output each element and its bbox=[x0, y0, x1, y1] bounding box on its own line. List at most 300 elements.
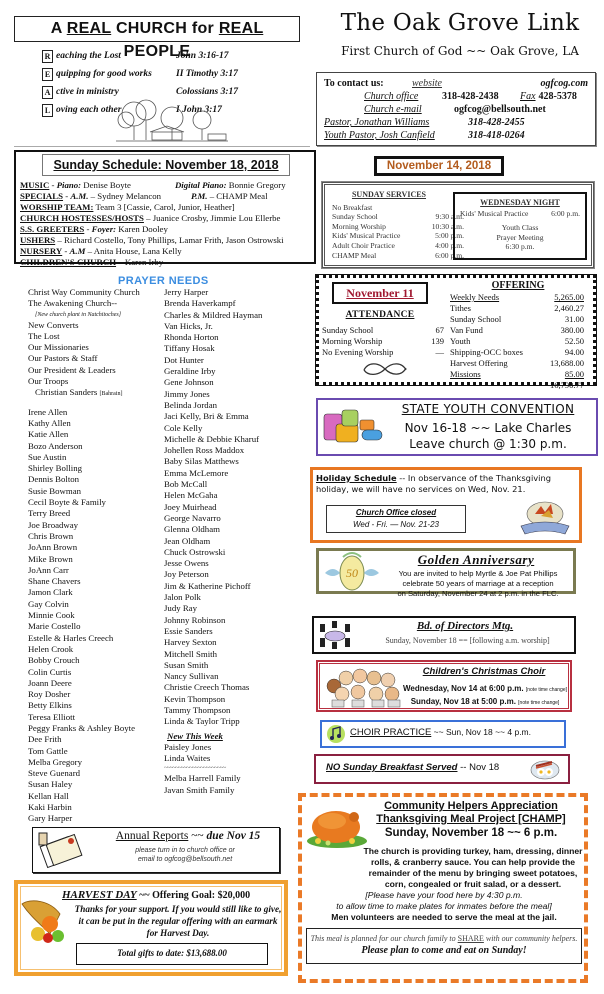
prayer-name: Michelle & Debbie Kharuf bbox=[164, 433, 260, 444]
luggage-clipart-icon bbox=[322, 406, 384, 448]
prayer-name: Bobby Crouch bbox=[28, 655, 80, 666]
wednesday-kids-row bbox=[455, 209, 585, 219]
sunday-services-heading: SUNDAY SERVICES bbox=[351, 190, 427, 199]
prayer-name: Kathy Allen bbox=[28, 417, 71, 428]
prayer-name: Joann Deere bbox=[28, 677, 72, 688]
prayer-name: Kevin Thompson bbox=[164, 693, 226, 704]
report-date: November 11 bbox=[332, 282, 428, 304]
offering-value: 13,688.00 bbox=[550, 358, 584, 368]
childrens-choir-title: Children's Christmas Choir bbox=[422, 666, 546, 677]
prayer-name: Gene Johnson bbox=[164, 377, 214, 388]
label: Piano: bbox=[56, 180, 82, 190]
prayer-name: Tammy Thompson bbox=[164, 704, 231, 715]
prayer-name: Linda Waites bbox=[164, 753, 211, 764]
attendance-row bbox=[322, 347, 444, 358]
choir-practice-title: CHOIR PRACTICE bbox=[350, 727, 432, 738]
service-time: 6:00 p.m. bbox=[551, 208, 580, 218]
acronym-letter: A bbox=[42, 86, 53, 99]
prayer-name: Christie Creech Thomas bbox=[164, 682, 250, 693]
offering-row bbox=[450, 325, 584, 336]
body-line: You are invited to help Myrtle & Joe Pat Phillips bbox=[398, 569, 558, 578]
happy-thanksgiving-badge-icon bbox=[519, 500, 571, 538]
champ-share-box bbox=[306, 928, 582, 964]
champ-date-time: Sunday, November 18 ~~ 6 p.m. bbox=[384, 827, 558, 839]
value: – Richard Costello, Tony Phillips, Lamar Frith, Jason Ostrowski bbox=[57, 235, 284, 245]
svg-text:50: 50 bbox=[346, 566, 358, 580]
tilde-divider: ~~~~~~~~~~~~~~~~~~~~~~ bbox=[164, 764, 226, 773]
prayer-name: Joe Broadway bbox=[28, 519, 79, 530]
scripture-ref: I John 3:17 bbox=[176, 105, 222, 115]
prayer-name: Betty Elkins bbox=[28, 700, 72, 711]
schedule-worship-team bbox=[20, 202, 316, 213]
troop-item bbox=[28, 387, 163, 400]
prayer-name: Jimmy Jones bbox=[164, 388, 210, 399]
offering-row bbox=[450, 369, 584, 380]
prayer-item: New Converts bbox=[28, 319, 79, 330]
fax-label: Fax bbox=[520, 91, 536, 102]
schedule-greeters: S.S. GREETERS - Foyer: Karen Dooley bbox=[20, 224, 168, 234]
prayer-needs-heading: PRAYER NEEDS bbox=[118, 275, 209, 287]
offering-row bbox=[450, 314, 584, 325]
share-cta: Please plan to come and eat on Sunday! bbox=[361, 945, 527, 956]
meeting-table-icon bbox=[318, 620, 352, 650]
prayer-name: Katie Allen bbox=[28, 429, 69, 440]
service-name: Sunday School bbox=[332, 212, 378, 222]
attendance-row bbox=[322, 336, 444, 347]
holiday-schedule-text bbox=[316, 473, 578, 495]
schedule-nursery: NURSERY - A.M – Anita House, Lana Kelly bbox=[20, 246, 182, 256]
prayer-name: Jerry Harper bbox=[164, 287, 209, 297]
wednesday-heading: WEDNESDAY NIGHT bbox=[480, 198, 560, 207]
title: Annual Reports bbox=[115, 830, 189, 842]
prayer-name: Geraldine Irby bbox=[164, 366, 216, 377]
contact-box bbox=[316, 72, 596, 146]
value: Bonnie Gregory bbox=[228, 180, 286, 190]
service-time: 9:30 a.m. bbox=[435, 212, 464, 222]
prayer-name: Gay Colvin bbox=[28, 598, 69, 609]
prayer-name: Tiffany Hosak bbox=[164, 343, 215, 354]
office-phone: 318-428-2438 bbox=[442, 91, 499, 102]
schedule-hostesses bbox=[20, 213, 316, 224]
champ-title bbox=[360, 800, 582, 826]
share-text: This meal is planned for our church family to bbox=[310, 934, 458, 943]
choir-practice-text bbox=[350, 727, 562, 738]
youth-class: Youth Class bbox=[501, 223, 539, 233]
prayer-name: Gary Harper bbox=[28, 813, 73, 824]
service-name: Kids' Musical Practice bbox=[460, 208, 529, 218]
prayer-name: Kaki Harbin bbox=[28, 802, 72, 813]
prayer-name: Rhonda Horton bbox=[164, 332, 219, 343]
annual-reports-title bbox=[98, 830, 278, 842]
prayer-item: Christ Way Community Church bbox=[28, 287, 140, 297]
offering-goal: Offering Goal: $20,000 bbox=[152, 890, 251, 901]
champ-food-note: [Please have your food here by 4:30 p.m. bbox=[365, 890, 523, 900]
offering-value: 5,265.00 bbox=[554, 292, 584, 302]
prayer-name: Dennis Bolton bbox=[28, 474, 80, 485]
prayer-name: Van Hicks, Jr. bbox=[164, 320, 213, 331]
harvest-total: Total gifts to date: $13,688.00 bbox=[76, 943, 268, 965]
service-name: Kids' Musical Practice bbox=[332, 231, 401, 241]
prayer-name: Susan Haley bbox=[28, 779, 73, 790]
scripture-ref: II Timothy 3:17 bbox=[176, 69, 238, 79]
prayer-name: Cole Kelly bbox=[164, 422, 203, 433]
prayer-name: Bozo Anderson bbox=[28, 440, 83, 451]
offering-total: 16,790.77 bbox=[550, 380, 584, 390]
separator: ~~ bbox=[139, 890, 150, 901]
choir-practice-details: ~~ Sun, Nov 18 ~~ 4 p.m. bbox=[431, 727, 531, 737]
sunday-schedule-title-text: Sunday Schedule: November 18, 2018 bbox=[53, 158, 279, 172]
youth-pastor-label: Youth Pastor, Josh Canfield bbox=[324, 130, 435, 141]
holiday-title: Holiday Schedule bbox=[316, 473, 397, 483]
service-row bbox=[332, 212, 464, 222]
offering-value: 2,460.27 bbox=[554, 303, 584, 313]
prayer-name: Estelle & Harles Creech bbox=[28, 632, 114, 643]
prayer-name: Irene Allen bbox=[28, 406, 68, 417]
prayer-note: [New church plant in Natchitoches] bbox=[35, 311, 122, 318]
attendance-name: Morning Worship bbox=[322, 336, 383, 346]
label: Digital Piano: bbox=[174, 180, 227, 190]
prayer-name: Shane Chavers bbox=[28, 576, 81, 587]
prayer-name: Helen Crook bbox=[28, 643, 74, 654]
service-time: 5:00 p.m. bbox=[435, 231, 464, 241]
newsletter-subtitle: First Church of God ~~ Oak Grove, LA bbox=[341, 44, 579, 58]
prayer-name: Jesse Owens bbox=[164, 558, 209, 569]
choir-time-row bbox=[400, 696, 570, 709]
acronym-phrase: oving each other bbox=[56, 105, 122, 115]
offering-total-row bbox=[450, 380, 584, 391]
website-label: website bbox=[412, 78, 442, 89]
value: – Anita House, Lana Kelly bbox=[87, 246, 182, 256]
board-meeting-title: Bd. of Directors Mtg. bbox=[416, 620, 514, 632]
prayer-name: George Navarro bbox=[164, 512, 221, 523]
value: – Juanice Crosby, Jimmie Lou Ellerbe bbox=[146, 213, 281, 223]
prayer-item: Our President & Leaders bbox=[28, 364, 116, 375]
board-meeting-details: Sunday, November 18 == [following a.m. worship] bbox=[385, 636, 550, 645]
acronym-letter: L bbox=[42, 104, 53, 117]
service-row bbox=[332, 241, 464, 251]
detail-line: email to ogfcog@bellsouth.net bbox=[137, 856, 233, 863]
prayer-name: Mike Brown bbox=[28, 553, 73, 564]
prayer-name: Cecil Boyte & Family bbox=[28, 497, 106, 508]
website-link[interactable]: ogfcog.com bbox=[540, 78, 588, 89]
office-closed-title: Church Office closed bbox=[355, 508, 437, 517]
wednesday-night-box bbox=[453, 192, 587, 260]
prayer-name: Mitchell Smith bbox=[164, 648, 218, 659]
prayer-name: Belinda Jordan bbox=[164, 399, 218, 410]
service-row bbox=[332, 251, 464, 261]
breakfast-plate-icon bbox=[530, 758, 560, 780]
choir-time-row bbox=[400, 683, 570, 696]
prayer-list-col1 bbox=[28, 287, 163, 825]
banner-word: PEOPLE bbox=[123, 43, 191, 60]
prayer-name: Jaci Kelly, Bri & Emma bbox=[164, 411, 249, 422]
youth-convention-title: STATE YOUTH CONVENTION bbox=[401, 402, 575, 416]
offering-row bbox=[450, 347, 584, 358]
contact-heading: To contact us: bbox=[324, 78, 384, 89]
prayer-family: Javan Smith Family bbox=[164, 784, 235, 795]
church-trees-illustration bbox=[112, 96, 232, 144]
prayer-item: Our Troops bbox=[28, 376, 69, 387]
issue-date: November 14, 2018 bbox=[374, 156, 504, 176]
documents-clipart-icon bbox=[37, 831, 87, 869]
schedule-ushers bbox=[20, 235, 316, 246]
prayer-name: Baby Silas Matthews bbox=[164, 456, 239, 467]
service-row bbox=[332, 231, 464, 241]
prayer-name: Brenda Haverkampf bbox=[164, 298, 236, 309]
golden-anniversary-body bbox=[378, 569, 578, 599]
prayer-name: Jalon Polk bbox=[164, 592, 201, 603]
youth-pastor-phone: 318-418-0264 bbox=[468, 130, 525, 141]
acronym-row bbox=[42, 48, 262, 64]
prayer-name: Glenna Oldham bbox=[164, 524, 220, 535]
attendance-value: 139 bbox=[431, 336, 444, 346]
prayer-name: Susie Bowman bbox=[28, 485, 82, 496]
prayer-name: Shirley Bolling bbox=[28, 463, 83, 474]
prayer-meeting: Prayer Meeting bbox=[496, 232, 544, 242]
attendance-value: — bbox=[435, 347, 444, 357]
champ-description: The church is providing turkey, ham, dressing, dinner rolls, & cranberry sauce. You can help provide the remainder of the menu by bringing sweet potatoes, corn, congealed or fruit salad, or a dessert. bbox=[363, 846, 583, 889]
new-this-week-heading: New This Week bbox=[167, 730, 223, 741]
attendance-list bbox=[322, 325, 444, 358]
offering-name: Harvest Offering bbox=[450, 358, 508, 368]
holiday-details: -- In observance of the Thanksgiving holiday, we will have no services on Wed, Nov. 21. bbox=[316, 473, 551, 494]
prayer-list-col2 bbox=[164, 287, 304, 796]
prayer-name: Johnny Robinson bbox=[164, 614, 226, 625]
label: WORSHIP TEAM: bbox=[20, 202, 94, 212]
value: Karen Dooley bbox=[118, 224, 168, 234]
offering-row bbox=[450, 292, 584, 303]
email-label: Church e-mail bbox=[364, 104, 422, 115]
youth-convention-departure: Leave church @ 1:30 p.m. bbox=[409, 437, 567, 451]
newsletter-title: The Oak Grove Link bbox=[340, 10, 580, 36]
harvest-day-body: Thanks for your support. If you would still like to give, it can be put in the regular offering with an earmark for Harvest Day. bbox=[74, 904, 282, 938]
champ-volunteers: Men volunteers are needed to serve the meal at the jail. bbox=[331, 912, 557, 922]
share-text: with our community helpers. bbox=[483, 934, 578, 943]
troop-name: Christian Sanders bbox=[35, 387, 98, 398]
annual-reports-details bbox=[110, 846, 260, 864]
pastor-label: Pastor, Jonathan Williams bbox=[324, 117, 430, 128]
service-time: 10:30 a.m. bbox=[431, 221, 464, 231]
attendance-name: Sunday School bbox=[322, 325, 374, 335]
label: S.S. GREETERS bbox=[20, 224, 85, 234]
label: Foyer: bbox=[91, 224, 117, 234]
prayer-name: Dee Frith bbox=[28, 734, 62, 745]
value: – Sydney Melancon bbox=[90, 191, 162, 201]
sunday-services bbox=[332, 190, 464, 260]
attendance-heading: ATTENDANCE bbox=[345, 310, 415, 320]
label: A.M bbox=[69, 246, 86, 256]
prayer-name: Nancy Sullivan bbox=[164, 671, 219, 682]
acronym-row bbox=[42, 66, 262, 82]
acronym-phrase: eaching the Lost bbox=[56, 51, 121, 61]
prayer-name: Judy Ray bbox=[164, 603, 197, 614]
banner-word: REAL bbox=[66, 20, 112, 37]
prayer-name: Minnie Cook bbox=[28, 610, 75, 621]
value: – Karen Irby bbox=[118, 257, 164, 267]
prayer-name: Susan Smith bbox=[164, 659, 209, 670]
time-change-note: [note time change] bbox=[518, 700, 560, 706]
prayer-item: The Awakening Church-- bbox=[28, 298, 118, 309]
attendance-value: 67 bbox=[435, 325, 444, 335]
banner-word: CHURCH for bbox=[115, 20, 215, 37]
offering-value: 52.50 bbox=[564, 336, 584, 346]
flourish-ornament-icon bbox=[360, 362, 410, 376]
prayer-name: Paisley Jones bbox=[164, 741, 212, 752]
harvest-day-title bbox=[62, 889, 282, 901]
prayer-name: Jean Oldham bbox=[164, 535, 211, 546]
prayer-name: Linda & Taylor Tripp bbox=[164, 716, 240, 727]
value: – CHAMP Meal bbox=[209, 191, 268, 201]
offering-value: 85.00 bbox=[564, 369, 584, 379]
scripture-ref: John 3:16-17 bbox=[176, 51, 229, 61]
schedule-lines bbox=[20, 180, 316, 268]
wednesday-time: 6:30 p.m. bbox=[505, 242, 535, 252]
service-name: CHAMP Meal bbox=[332, 250, 377, 260]
value: Team 3 [Cassie, Carol, Junior, Heather] bbox=[95, 202, 235, 212]
due-date: due Nov 15 bbox=[206, 830, 261, 842]
offering-name: Van Fund bbox=[450, 325, 483, 335]
acronym-phrase: quipping for good works bbox=[56, 69, 152, 79]
prayer-name: Steve Guenard bbox=[28, 768, 81, 779]
no-breakfast-title: NO Sunday Breakfast Served bbox=[326, 762, 458, 773]
service-row bbox=[332, 203, 464, 213]
no-breakfast-text bbox=[326, 762, 526, 773]
offering-list bbox=[450, 292, 584, 391]
prayer-name: Kellan Hall bbox=[28, 790, 69, 801]
offering-row bbox=[450, 303, 584, 314]
schedule-specials: SPECIALS - A.M. – Sydney Melancon P.M. – CHAMP Meal bbox=[20, 191, 268, 201]
email-link[interactable]: ogfcog@bellsouth.net bbox=[454, 104, 546, 115]
prayer-name: JoAnn Carr bbox=[28, 564, 69, 575]
scripture-ref: Colossians 3:17 bbox=[176, 87, 239, 97]
schedule-music: MUSIC - Piano: Denise Boyte Digital Piano: Bonnie Gregory bbox=[20, 180, 286, 190]
prayer-name: Helen McGaha bbox=[164, 490, 218, 501]
label: USHERS bbox=[20, 235, 56, 245]
prayer-name: Bob McCall bbox=[164, 479, 208, 490]
prayer-name: Harvey Sexton bbox=[164, 637, 217, 648]
offering-name: Sunday School bbox=[450, 314, 502, 324]
prayer-name: Emma McLemore bbox=[164, 467, 229, 478]
prayer-name: Terry Breed bbox=[28, 508, 71, 519]
fax-number: 428-5378 bbox=[538, 91, 577, 102]
offering-name: Shipping-OCC boxes bbox=[450, 347, 523, 357]
body-line: celebrate 50 years of marriage at a reception bbox=[402, 579, 554, 588]
troop-location: [Bahrain] bbox=[99, 391, 123, 398]
champ-title-line: Community Helpers Appreciation bbox=[384, 800, 558, 812]
prayer-name: Johellen Ross Maddox bbox=[164, 445, 245, 456]
offering-row bbox=[450, 336, 584, 347]
prayer-name: Sue Austin bbox=[28, 451, 67, 462]
pastor-phone: 318-428-2455 bbox=[468, 117, 525, 128]
time-change-note: [note time change] bbox=[525, 687, 567, 693]
acronym-letter: R bbox=[42, 50, 53, 63]
prayer-name: Marie Costello bbox=[28, 621, 81, 632]
cornucopia-icon bbox=[20, 894, 72, 950]
offering-name: Tithes bbox=[450, 303, 471, 313]
prayer-name: Tom Gattle bbox=[28, 745, 68, 756]
office-closed-dates: Wed - Fri. — Nov. 21-23 bbox=[353, 520, 439, 529]
prayer-item: Our Missionaries bbox=[28, 342, 89, 353]
offering-value: 94.00 bbox=[564, 347, 584, 357]
prayer-name: Jim & Katherine Pichoff bbox=[164, 580, 251, 591]
acronym-letter: E bbox=[42, 68, 53, 81]
singing-children-icon bbox=[324, 666, 404, 708]
service-name: No Breakfast bbox=[332, 202, 373, 212]
childrens-choir-times bbox=[400, 683, 570, 709]
offering-name: Youth bbox=[450, 336, 471, 346]
offering-name: Missions bbox=[450, 369, 481, 379]
choir-time: Wednesday, Nov 14 at 6:00 p.m. bbox=[402, 684, 524, 693]
prayer-name: Chris Brown bbox=[28, 530, 74, 541]
share-word: SHARE bbox=[457, 934, 484, 943]
label: SPECIALS bbox=[20, 191, 64, 201]
detail-line: please turn in to church office or bbox=[135, 847, 235, 854]
label: CHILDREN'S CHURCH bbox=[20, 257, 117, 267]
service-time: 4:00 p.m. bbox=[435, 240, 464, 250]
prayer-name: Colin Curtis bbox=[28, 666, 72, 677]
youth-convention-dates: Nov 16-18 ~~ Lake Charles bbox=[404, 421, 572, 435]
prayer-name: Dot Hunter bbox=[164, 354, 204, 365]
offering-value: 31.00 bbox=[564, 314, 584, 324]
label: A.M. bbox=[70, 191, 89, 201]
divider bbox=[14, 146, 310, 147]
prayer-name: Chuck Ostrowski bbox=[164, 546, 226, 557]
service-time: 6:00 p.m. bbox=[435, 250, 464, 260]
prayer-name: Teresa Elliott bbox=[28, 711, 76, 722]
office-label: Church office bbox=[364, 91, 419, 102]
title: HARVEST DAY bbox=[62, 889, 137, 901]
label: P.M. bbox=[191, 191, 208, 201]
prayer-name: Melba Gregory bbox=[28, 756, 82, 767]
fifty-years-badge-icon bbox=[323, 551, 381, 593]
prayer-name: Charles & Mildred Hayman bbox=[164, 309, 263, 320]
service-name: Morning Worship bbox=[332, 221, 386, 231]
offering-heading: OFFERING bbox=[491, 280, 545, 291]
prayer-name: Jamon Clark bbox=[28, 587, 73, 598]
service-name: Adult Choir Practice bbox=[332, 240, 395, 250]
prayer-item: The Lost bbox=[28, 330, 60, 341]
prayer-name: Essie Sanders bbox=[164, 625, 213, 636]
body-line: on Saturday, November 24 at 2 p.m. in the FLC. bbox=[397, 589, 559, 598]
attendance-row bbox=[322, 325, 444, 336]
label: CHURCH HOSTESSES/HOSTS bbox=[20, 213, 144, 223]
champ-title-line: Thanksgiving Meal Project [CHAMP] bbox=[376, 813, 566, 825]
label: NURSERY bbox=[20, 246, 63, 256]
banner-word: A bbox=[50, 20, 62, 37]
offering-value: 380.00 bbox=[560, 325, 584, 335]
schedule-childrens-church bbox=[20, 257, 316, 268]
prayer-name: Joy Peterson bbox=[164, 569, 209, 580]
champ-body bbox=[302, 846, 586, 923]
label: MUSIC bbox=[20, 180, 50, 190]
sunday-schedule-title bbox=[42, 154, 290, 176]
prayer-family: Melba Harrell Family bbox=[164, 773, 241, 784]
value: Denise Boyte bbox=[83, 180, 131, 190]
offering-row bbox=[450, 358, 584, 369]
no-breakfast-date: -- Nov 18 bbox=[457, 762, 500, 773]
prayer-name: JoAnn Brown bbox=[28, 542, 78, 553]
prayer-item: Our Pastors & Staff bbox=[28, 353, 98, 364]
music-notes-icon bbox=[326, 724, 346, 744]
offering-name: Weekly Needs bbox=[450, 292, 500, 302]
attendance-name: No Evening Worship bbox=[322, 347, 394, 357]
golden-anniversary-title: Golden Anniversary bbox=[417, 552, 535, 567]
office-closed-box bbox=[326, 505, 466, 533]
separator: ~~ bbox=[191, 830, 204, 842]
acronym-phrase: ctive in ministry bbox=[56, 87, 119, 97]
service-row bbox=[332, 222, 464, 232]
champ-food-note: to allow time to make plates for inmates before the meal] bbox=[336, 901, 552, 911]
